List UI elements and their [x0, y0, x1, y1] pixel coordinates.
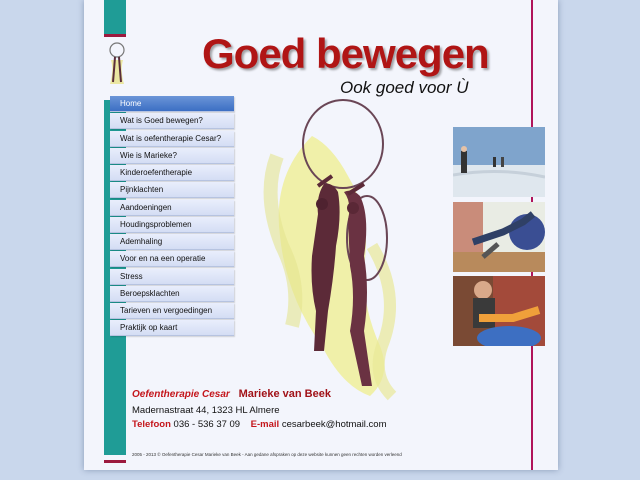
nav-item-ademhaling[interactable]: Ademhaling [110, 234, 234, 250]
accent-divider-top [104, 34, 126, 37]
nav-item-praktijk-op-kaart[interactable]: Praktijk op kaart [110, 320, 234, 336]
nav-item-operatie[interactable]: Voor en na een operatie [110, 251, 234, 267]
nav-item-tarieven[interactable]: Tarieven en vergoedingen [110, 303, 234, 319]
therapy-session-photo [453, 276, 545, 346]
footer-copyright: 2005 - 2013 © Oefentherapie Cesar Marieke van Beek - Aan gedane afspraken op deze website kunnen geen rechten worden verleend [132, 452, 402, 457]
nav-item-wat-is-goed-bewegen[interactable]: Wat is Goed bewegen? [110, 113, 234, 129]
winter-walk-photo [453, 127, 545, 197]
site-title: Goed bewegen [202, 30, 489, 77]
main-navigation [110, 96, 234, 338]
practice-name: Oefentherapie Cesar [132, 389, 230, 400]
email-link[interactable]: cesarbeek@hotmail.com [281, 419, 387, 430]
sculpture-illustration [252, 96, 422, 411]
accent-divider-bottom [104, 460, 126, 463]
nav-item-wat-is-oefentherapie[interactable]: Wat is oefentherapie Cesar? [110, 131, 234, 147]
nav-item-beroepsklachten[interactable]: Beroepsklachten [110, 286, 234, 302]
phone-label: Telefoon [132, 419, 171, 430]
phone-number: 036 - 536 37 09 [173, 419, 241, 430]
nav-item-home[interactable]: Home [110, 96, 234, 112]
nav-item-wie-is-marieke[interactable]: Wie is Marieke? [110, 148, 234, 164]
nav-item-houdingsproblemen[interactable]: Houdingsproblemen [110, 217, 234, 233]
logo-icon [102, 40, 132, 86]
nav-item-kinderoefentherapie[interactable]: Kinderoefentherapie [110, 165, 234, 181]
nav-item-pijnklachten[interactable]: Pijnklachten [110, 182, 234, 198]
exercise-ball-photo [453, 202, 545, 272]
therapist-name: Marieke van Beek [238, 388, 331, 400]
nav-item-aandoeningen[interactable]: Aandoeningen [110, 200, 234, 216]
nav-item-stress[interactable]: Stress [110, 269, 234, 285]
contact-block [132, 388, 387, 430]
email-label: E-mail [250, 419, 280, 430]
page-container [84, 0, 558, 470]
address: Madernastraat 44, 1323 HL Almere [132, 405, 280, 416]
site-subtitle: Ook goed voor Ù [340, 78, 469, 97]
